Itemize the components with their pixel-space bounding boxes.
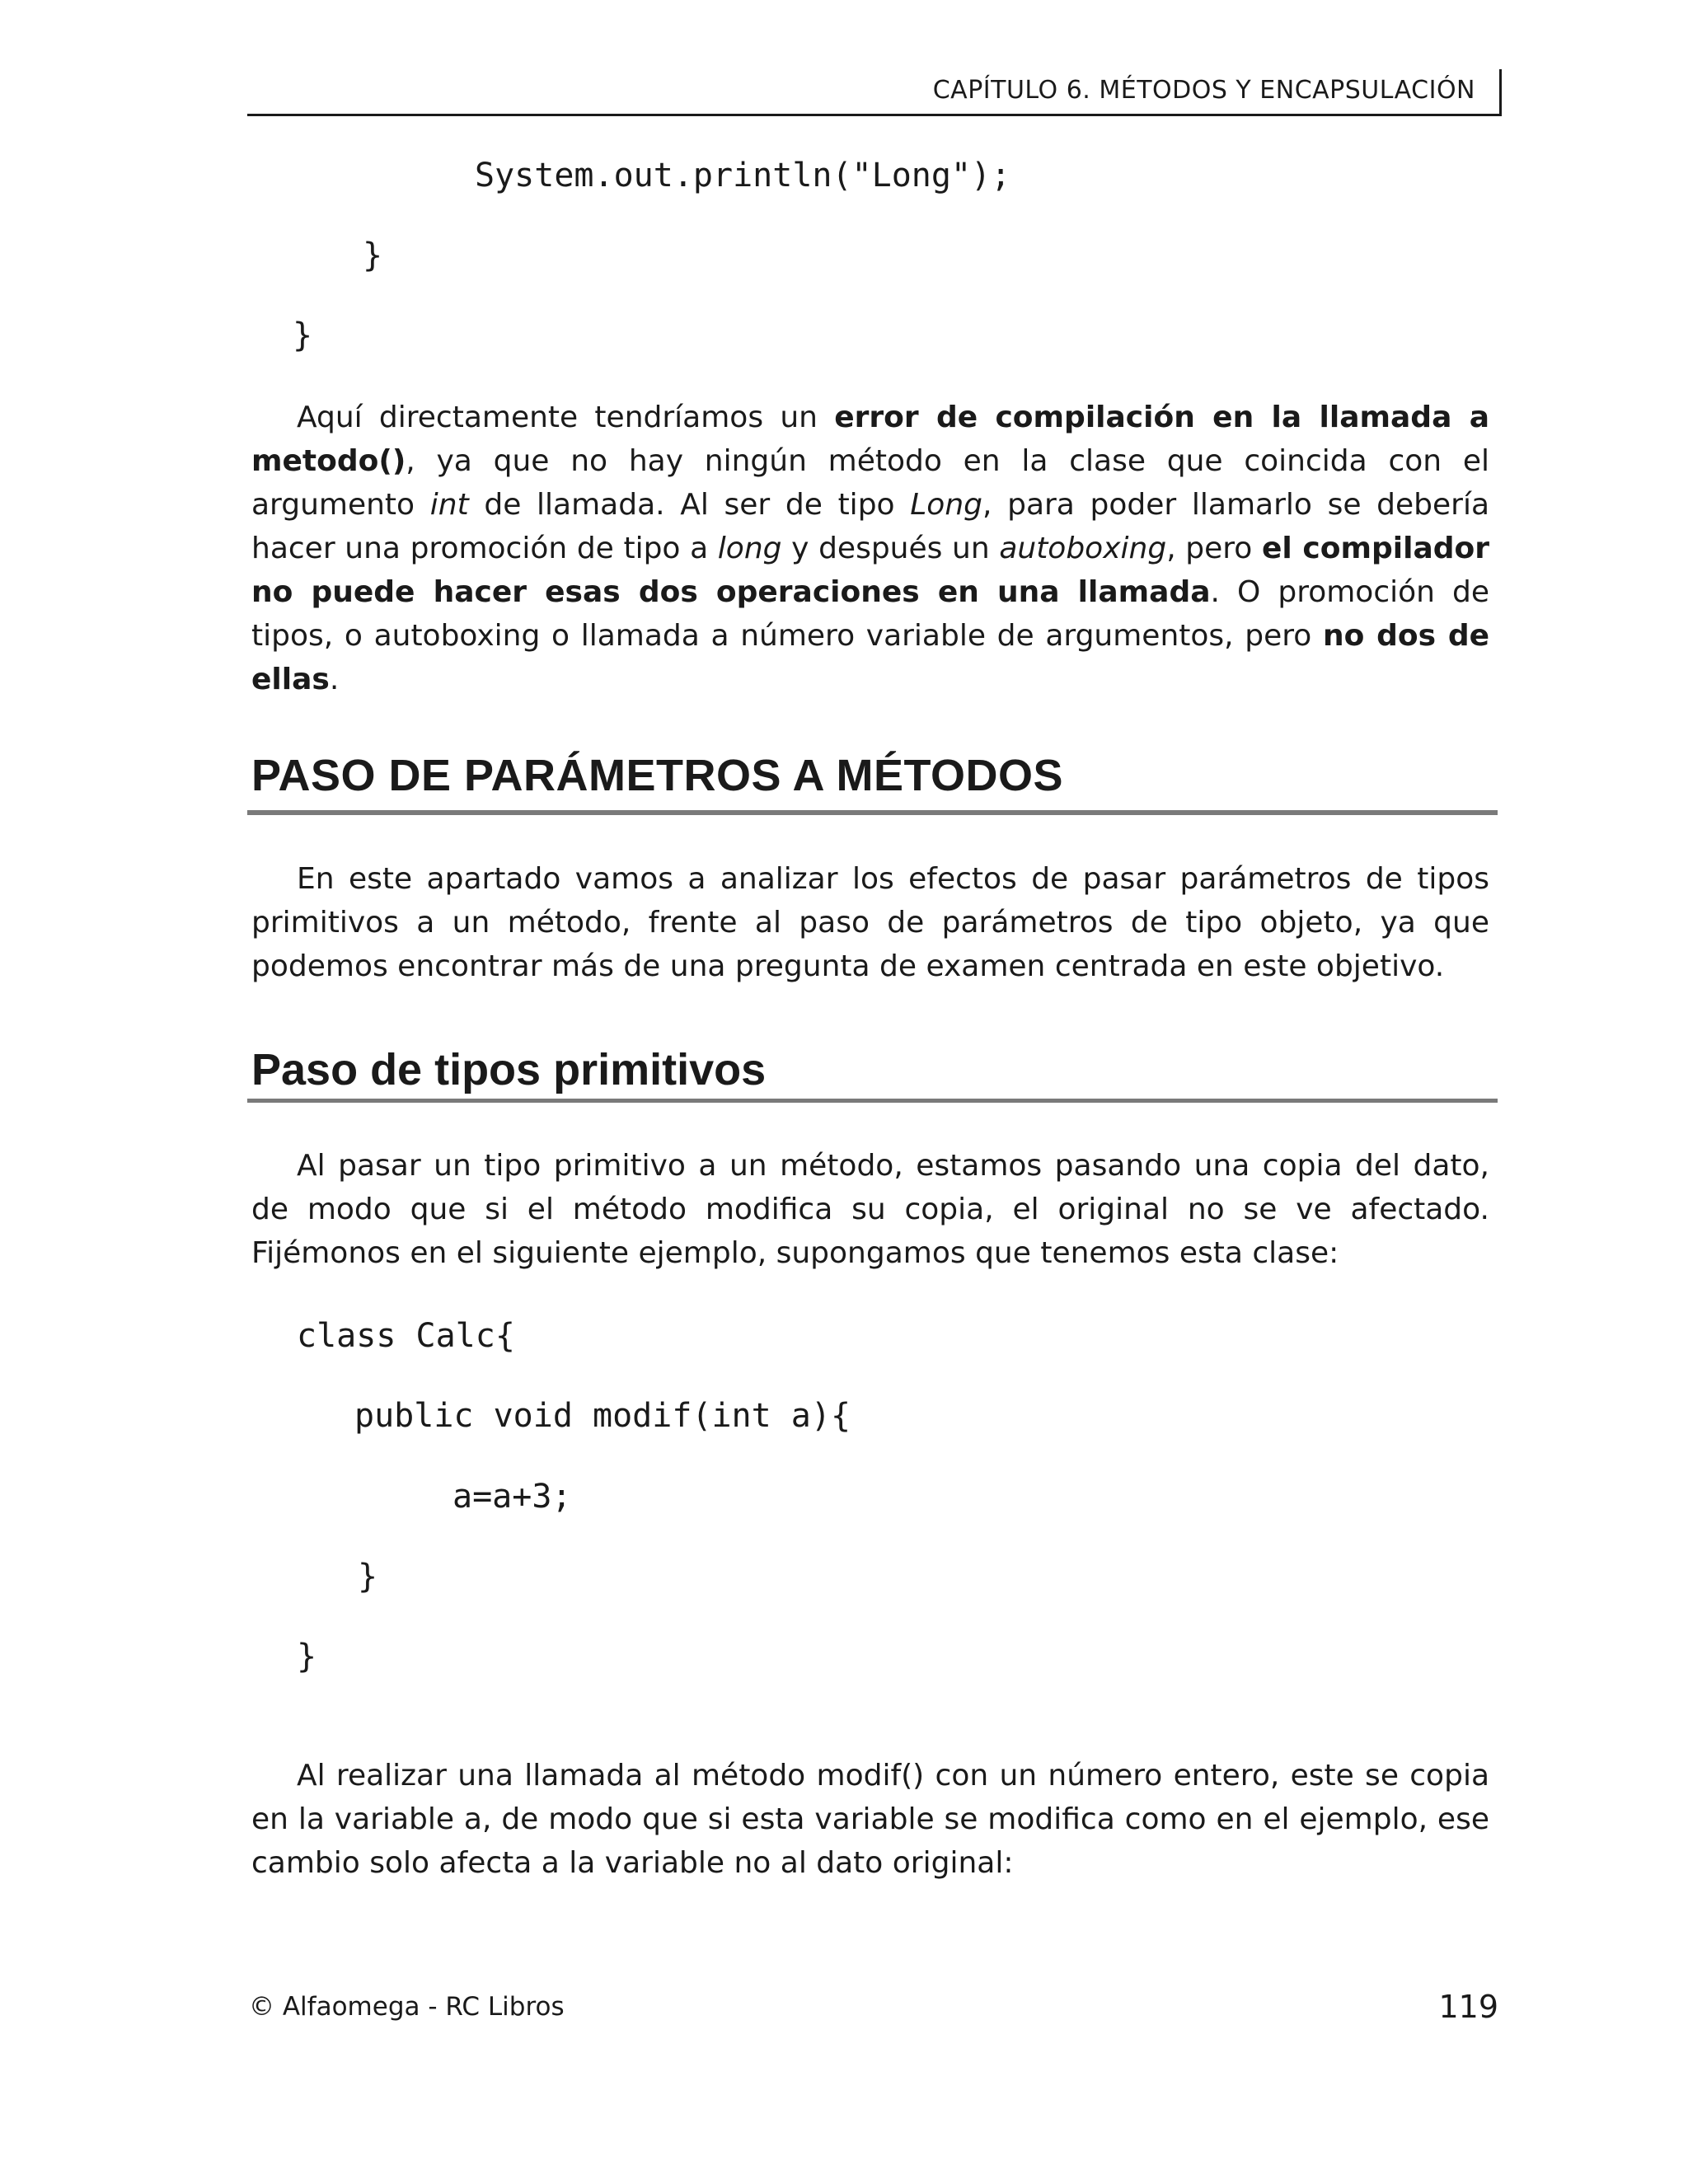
text-run: , ya que no hay ningún método en la clase que coincida con el argumento — [251, 444, 1489, 522]
publisher-footer: © Alfaomega - RC Libros — [249, 1992, 565, 2022]
bold-run: error de compilación en la llamada a metodo() — [251, 401, 1489, 478]
code-line: public void modif(int a){ — [354, 1397, 851, 1435]
body-paragraph — [251, 1754, 1489, 1885]
code-line: System.out.println("Long"); — [475, 157, 1011, 194]
italic-run: int — [429, 488, 469, 522]
body-paragraph — [251, 396, 1489, 701]
running-header — [247, 66, 1502, 116]
text-run: Al realizar una llamada al método modif() con un número entero, este se copia en la variable a, de modo que si esta variable se modifica como en el ejemplo, ese cambio solo afecta a la variable no al dato original: — [251, 1759, 1489, 1880]
text-run: . — [329, 663, 340, 696]
body-paragraph — [251, 1144, 1489, 1275]
bold-run: el compilador no puede hacer esas dos operaciones en una llamada — [251, 532, 1489, 609]
code-line: } — [358, 1558, 378, 1596]
text-run: Aquí directamente tendríamos un — [297, 401, 835, 434]
text-run: y después un — [781, 532, 1000, 565]
bold-run: no dos de ellas — [251, 619, 1490, 696]
code-line: } — [293, 316, 313, 354]
body-paragraph — [251, 857, 1489, 988]
page-number: 119 — [1438, 1989, 1498, 2025]
subsection-heading-rule — [247, 1099, 1498, 1103]
italic-run: autoboxing — [999, 532, 1167, 565]
italic-run: Long — [910, 488, 982, 522]
text-run: , para poder llamarlo se debería hacer una promoción de tipo a — [251, 488, 1490, 565]
text-run: , pero — [1166, 532, 1262, 565]
text-run: Al pasar un tipo primitivo a un método, estamos pasando una copia del dato, de modo que si el método modifica su copia, el original no se ve afectado. Fijémonos en el siguiente ejemplo, supongamos que tenemos esta clase: — [251, 1149, 1489, 1270]
italic-run: long — [717, 532, 782, 565]
section-heading: PASO DE PARÁMETROS A MÉTODOS — [251, 751, 1064, 800]
subsection-heading: Paso de tipos primitivos — [251, 1045, 767, 1094]
code-line: a=a+3; — [452, 1478, 572, 1516]
text-run: . O promoción de tipos, o autoboxing o llamada a número variable de argumentos, pero — [251, 575, 1489, 653]
header-vertical-rule — [1499, 69, 1502, 116]
code-line: } — [297, 1638, 317, 1675]
code-line: } — [363, 237, 383, 274]
text-run: de llamada. Al ser de tipo — [468, 488, 911, 522]
chapter-title: CAPÍTULO 6. MÉTODOS Y ENCAPSULACIÓN — [932, 76, 1475, 105]
code-line: class Calc{ — [297, 1317, 515, 1355]
text-run: En este apartado vamos a analizar los efectos de pasar parámetros de tipos primitivos a un método, frente al paso de parámetros de tipo objeto, ya que podemos encontrar más de una pregunta de examen centrada en este objetivo. — [251, 862, 1489, 983]
section-heading-rule — [247, 810, 1498, 815]
